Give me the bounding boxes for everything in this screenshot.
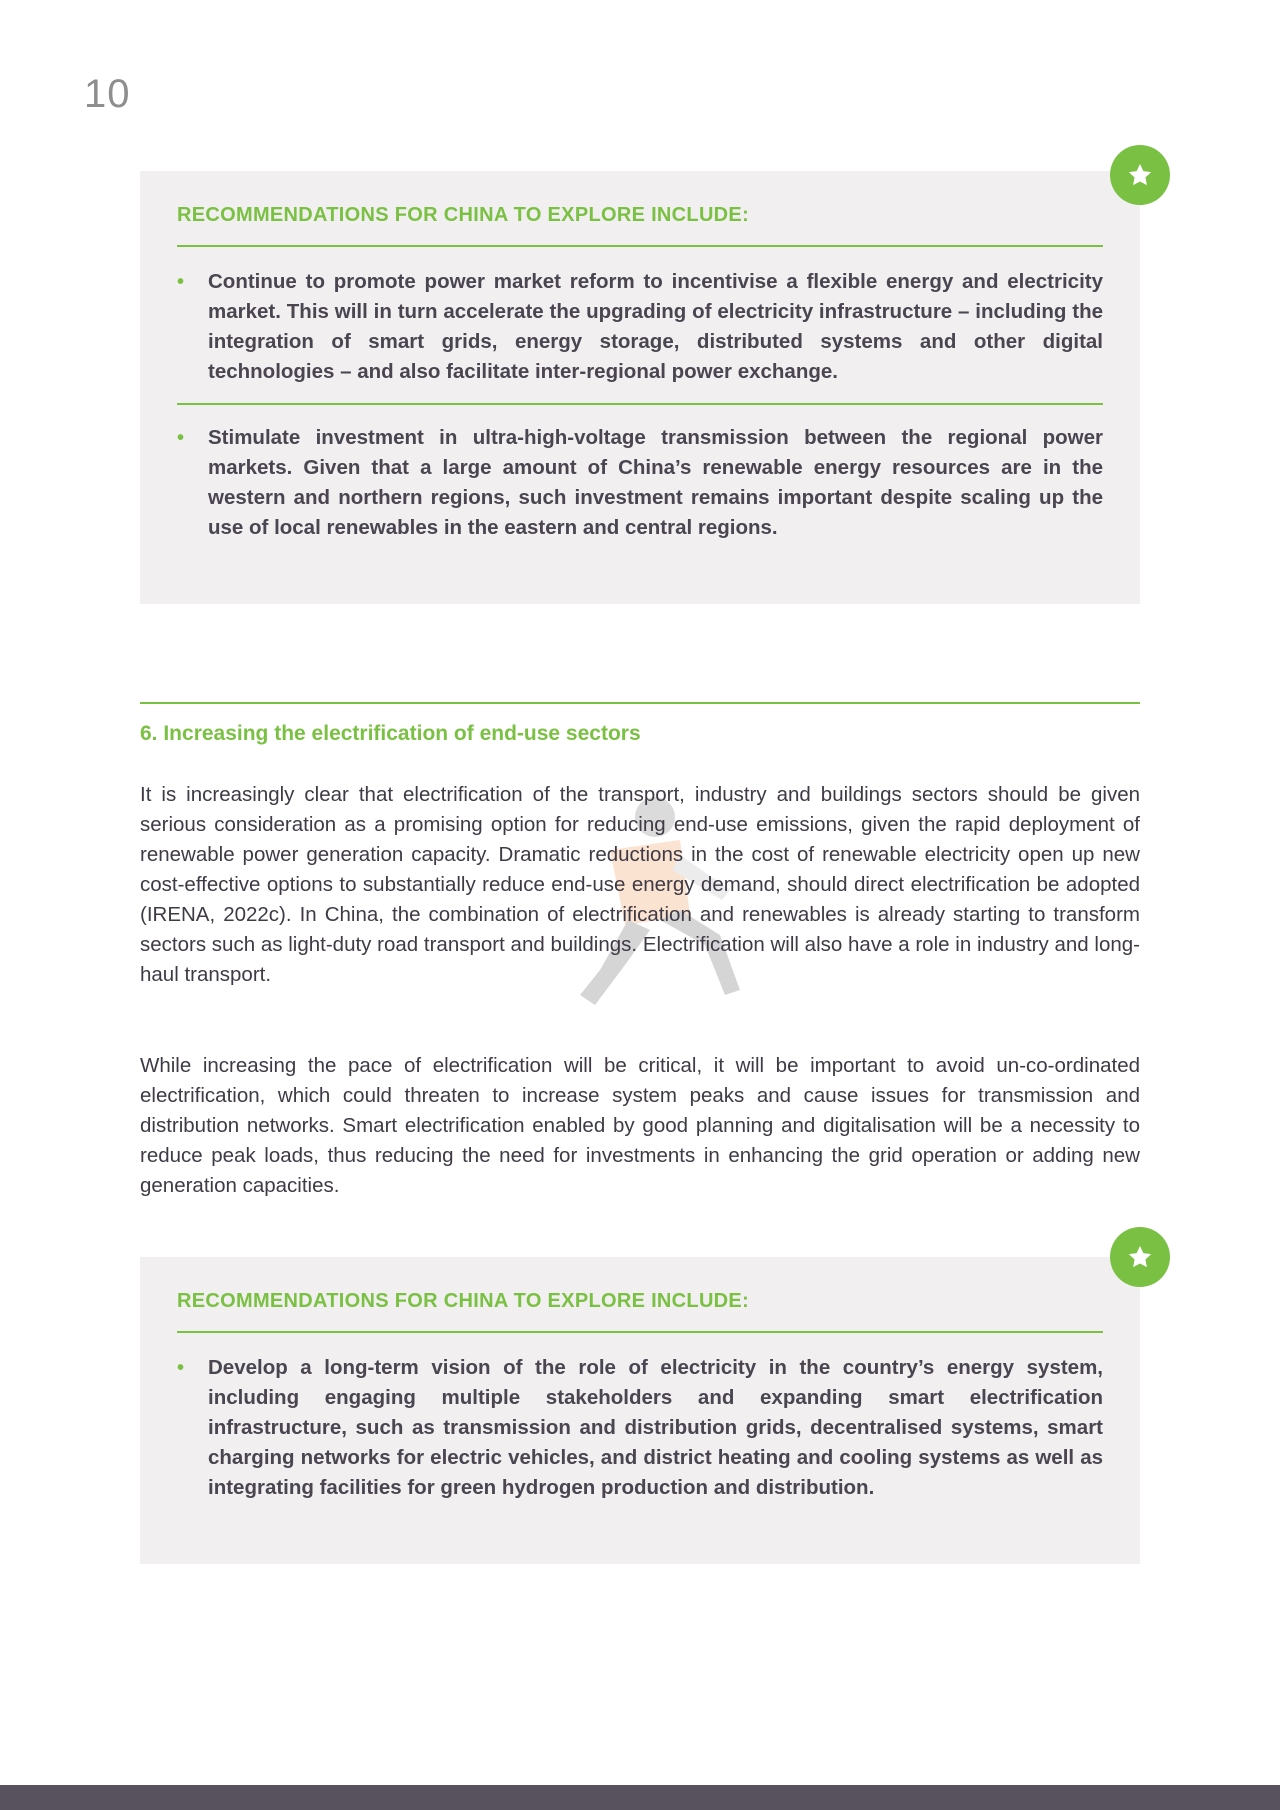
- recommendations-title: RECOMMENDATIONS FOR CHINA TO EXPLORE INCLUDE:: [177, 1257, 1103, 1333]
- footer-bar: [0, 1785, 1280, 1810]
- bullet-icon: •: [177, 271, 185, 293]
- bullet-icon: •: [177, 427, 185, 449]
- recommendation-text: Stimulate investment in ultra-high-voltage transmission between the regional power markets. Given that a large amount of China’s renewable energy resources are in the western and northern regions, such investment remains important despite scaling up the use of local renewables in the eastern and central regions.: [208, 426, 1103, 539]
- recommendations-box: [140, 171, 1140, 604]
- page-number: 10: [84, 72, 131, 116]
- section-heading: 6. Increasing the electrification of end-use sectors: [140, 722, 641, 745]
- recommendation-item: [177, 247, 1103, 405]
- recommendations-box: [140, 1257, 1140, 1564]
- recommendation-item: [177, 405, 1103, 543]
- recommendation-item: [177, 1333, 1103, 1503]
- star-icon: [1110, 1227, 1170, 1287]
- section-divider: [140, 702, 1140, 704]
- recommendation-text: Develop a long-term vision of the role of electricity in the country’s energy system, including engaging multiple stakeholders and expanding smart electrification infrastructure, such as transmission and distribution grids, decentralised systems, smart charging networks for electric vehicles, and district heating and cooling systems as well as integrating facilities for green hydrogen production and distribution.: [208, 1356, 1103, 1499]
- bullet-icon: •: [177, 1357, 185, 1379]
- body-paragraph: It is increasingly clear that electrification of the transport, industry and buildings sectors should be given serious consideration as a promising option for reducing end-use emissions, given the rapid deployment of renewable power generation capacity. Dramatic reductions in the cost of renewable electricity open up new cost-effective options to substantially reduce end-use energy demand, should direct electrification be adopted (IRENA, 2022c). In China, the combination of electrification and renewables is already starting to transform sectors such as light-duty road transport and buildings. Electrification will also have a role in industry and long-haul transport.: [140, 783, 1140, 986]
- recommendation-text: Continue to promote power market reform to incentivise a flexible energy and electricity market. This will in turn accelerate the upgrading of electricity infrastructure – including the integration of smart grids, energy storage, distributed systems and other digital technologies – and also facilitate inter-regional power exchange.: [208, 270, 1103, 383]
- recommendations-title: RECOMMENDATIONS FOR CHINA TO EXPLORE INCLUDE:: [177, 171, 1103, 247]
- body-paragraph: While increasing the pace of electrification will be critical, it will be important to avoid un-co-ordinated electrification, which could threaten to increase system peaks and cause issues for transmission and distribution networks. Smart electrification enabled by good planning and digitalisation will be a necessity to reduce peak loads, thus reducing the need for investments in enhancing the grid operation or adding new generation capacities.: [140, 1054, 1140, 1197]
- star-icon: [1110, 145, 1170, 205]
